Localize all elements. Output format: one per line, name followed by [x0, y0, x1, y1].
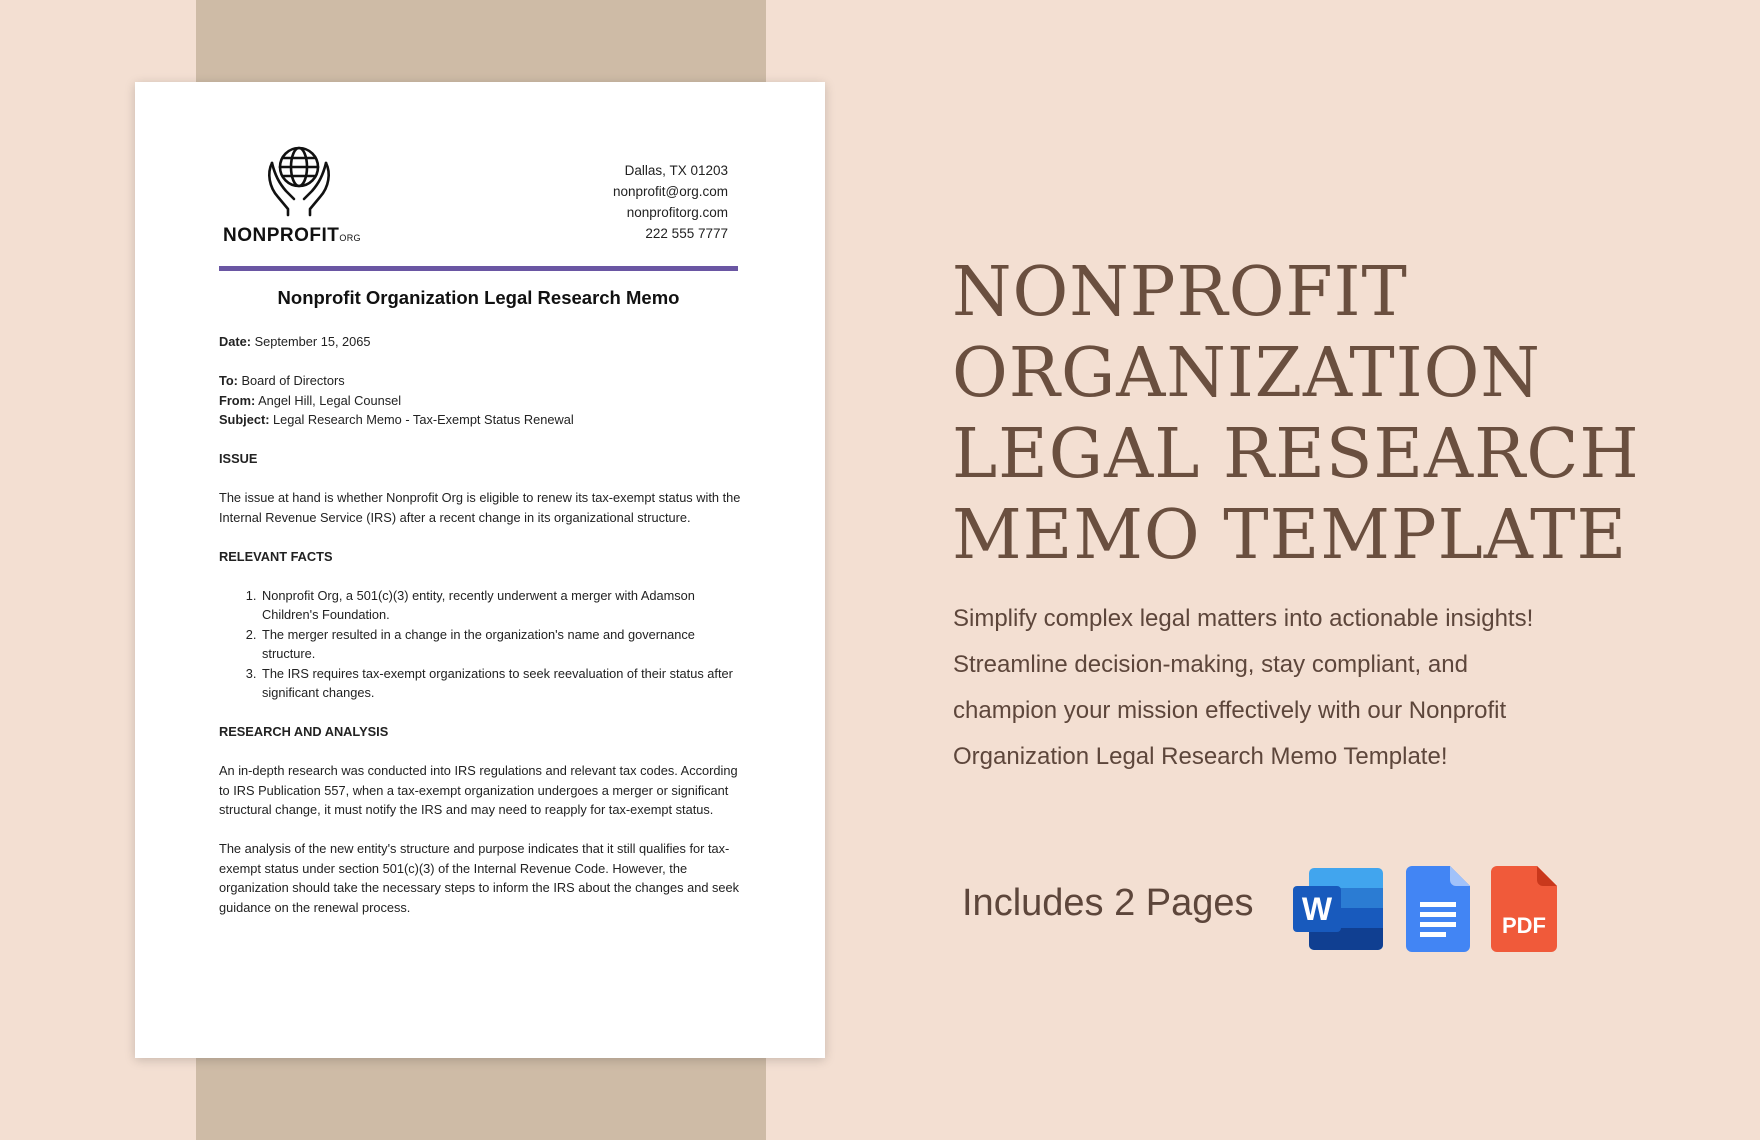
pdf-label: PDF	[1502, 913, 1546, 938]
contact-address: Dallas, TX 01203	[624, 163, 728, 178]
subject-value: Legal Research Memo - Tax-Exempt Status Renewal	[273, 412, 574, 427]
date-label: Date:	[219, 334, 251, 349]
to-value: Board of Directors	[241, 373, 345, 388]
word-letter: W	[1301, 891, 1333, 927]
list-item: 3. The IRS requires tax-exempt organizations to seek reevaluation of their status after significant changes.	[260, 664, 749, 703]
facts-heading: RELEVANT FACTS	[219, 548, 333, 564]
list-item: 1. Nonprofit Org, a 501(c)(3) entity, recently underwent a merger with Adamson Children's Foundation.	[260, 586, 749, 625]
headline-line: LEGAL RESEARCH	[952, 415, 1640, 494]
subject-line	[219, 410, 749, 430]
list-item: 2. The merger resulted in a change in the organization's name and governance structure.	[260, 625, 749, 664]
memo-body	[219, 332, 749, 917]
analysis-paragraph-2: The analysis of the new entity's structure and purpose indicates that it still qualifies for tax-exempt status under section 501(c)(3) of the Internal Revenue Code. However, the organization should take the necessary steps to inform the IRS about the changes and seek guidance on the renewal process.	[219, 841, 740, 915]
header-divider	[219, 266, 738, 271]
organization-logo	[223, 145, 393, 250]
analysis-heading: RESEARCH AND ANALYSIS	[219, 724, 389, 739]
date-value: September 15, 2065	[254, 334, 371, 349]
logo-name: NONPROFIT	[223, 225, 340, 246]
memo-title: Nonprofit Organization Legal Research Memo	[277, 287, 680, 308]
memo-document-preview	[135, 82, 825, 1058]
word-icon	[1293, 866, 1385, 952]
issue-heading: ISSUE	[219, 451, 258, 466]
from-label: From:	[219, 392, 256, 408]
from-value: Angel Hill, Legal Counsel	[258, 392, 402, 408]
pages-count-label: Includes 2 Pages	[962, 882, 1254, 924]
facts-list	[219, 586, 749, 703]
contact-email: nonprofit@org.com	[612, 184, 728, 199]
google-docs-icon	[1406, 866, 1470, 952]
to-label: To:	[219, 373, 238, 388]
headline-line: ORGANIZATION	[952, 334, 1541, 413]
subject-label: Subject:	[219, 412, 270, 427]
logo-wordmark	[223, 225, 361, 247]
from-line	[219, 391, 749, 411]
issue-text: The issue at hand is whether Nonprofit Org is eligible to renew its tax-exempt status with the Internal Revenue Service (IRS) after a recent change in its organizational structure.	[219, 490, 741, 525]
contact-block	[613, 160, 728, 244]
date-line	[219, 332, 749, 352]
promo-headline	[952, 252, 1640, 576]
analysis-paragraph-1: An in-depth research was conducted into IRS regulations and relevant tax codes. According to IRS Publication 557, when a tax-exempt organization undergoes a merger or significant structural change, it must notify the IRS and may need to reapply for tax-exempt status.	[219, 763, 738, 817]
contact-phone: 222 555 7777	[645, 226, 728, 241]
to-line	[219, 371, 749, 391]
headline-line: NONPROFIT	[952, 253, 1408, 332]
globe-hands-icon	[264, 145, 334, 217]
headline-line: MEMO TEMPLATE	[952, 496, 1628, 575]
logo-suffix: ORG	[339, 233, 361, 243]
promo-description: Simplify complex legal matters into actionable insights! Streamline decision-making, stay compliant, and champion your mission effectively with our Nonprofit Organization Legal Research Memo Template!	[953, 605, 1534, 770]
pdf-icon	[1491, 866, 1557, 952]
contact-website: nonprofitorg.com	[626, 205, 728, 220]
